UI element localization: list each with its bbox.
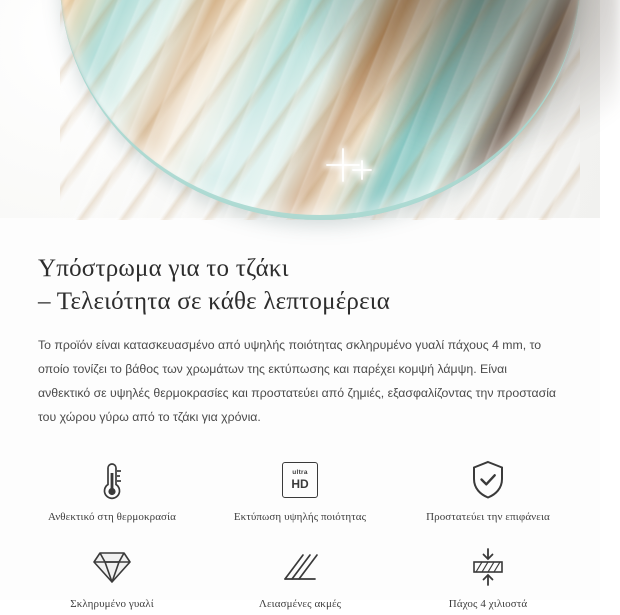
feature-item bbox=[206, 539, 394, 615]
thermometer-icon bbox=[97, 458, 127, 502]
polished-edges-icon bbox=[281, 545, 319, 589]
feature-label: Λειασμένες ακμές bbox=[258, 597, 342, 610]
feature-item bbox=[394, 539, 582, 615]
diamond-icon bbox=[92, 545, 132, 589]
content-block bbox=[0, 218, 600, 430]
shield-check-icon bbox=[470, 458, 506, 502]
ultra-hd-icon bbox=[282, 458, 318, 502]
feature-label: Προστατεύει την επιφάνεια bbox=[426, 510, 550, 523]
feature-grid bbox=[0, 448, 600, 615]
feature-label: Ανθεκτικό στη θερμοκρασία bbox=[47, 510, 177, 523]
feature-item bbox=[394, 452, 582, 529]
feature-item bbox=[206, 452, 394, 529]
feature-label: Εκτύπωση υψηλής ποιότητας bbox=[233, 510, 367, 523]
glass-plate-graphic bbox=[60, 0, 580, 220]
headline-line-2: – Τελειότητα σε κάθε λεπτομέρεια bbox=[38, 288, 391, 315]
headline-line-1: Υπόστρωμα για το τζάκι bbox=[38, 255, 289, 282]
feature-label: Πάχος 4 χιλιοστά bbox=[448, 597, 528, 610]
thickness-arrows-icon bbox=[468, 545, 508, 589]
feature-item bbox=[18, 452, 206, 529]
feature-label: Σκληρυμένο γυαλί bbox=[70, 597, 154, 610]
hero-image bbox=[0, 0, 600, 218]
ultra-hd-badge-bottom: HD bbox=[291, 476, 309, 491]
description-paragraph: Το προϊόν είναι κατασκευασμένο από υψηλής ποιότητας σκληρυμένο γυαλί πάχους 4 mm, το οποίο τονίζει το βάθος των χρωμάτων της εκτύπωσης και παρέχει κομψή λάμψη. Είναι ανθεκτικό σε υψηλές θερμοκρασίες και προστατεύει από ζημιές, εξασφαλίζοντας την προστασία του χώρου γύρω από το τζάκι για χρόνια. bbox=[38, 338, 557, 424]
page-title bbox=[38, 252, 562, 318]
feature-item bbox=[18, 539, 206, 615]
ultra-hd-badge-top: ultra bbox=[292, 469, 308, 477]
